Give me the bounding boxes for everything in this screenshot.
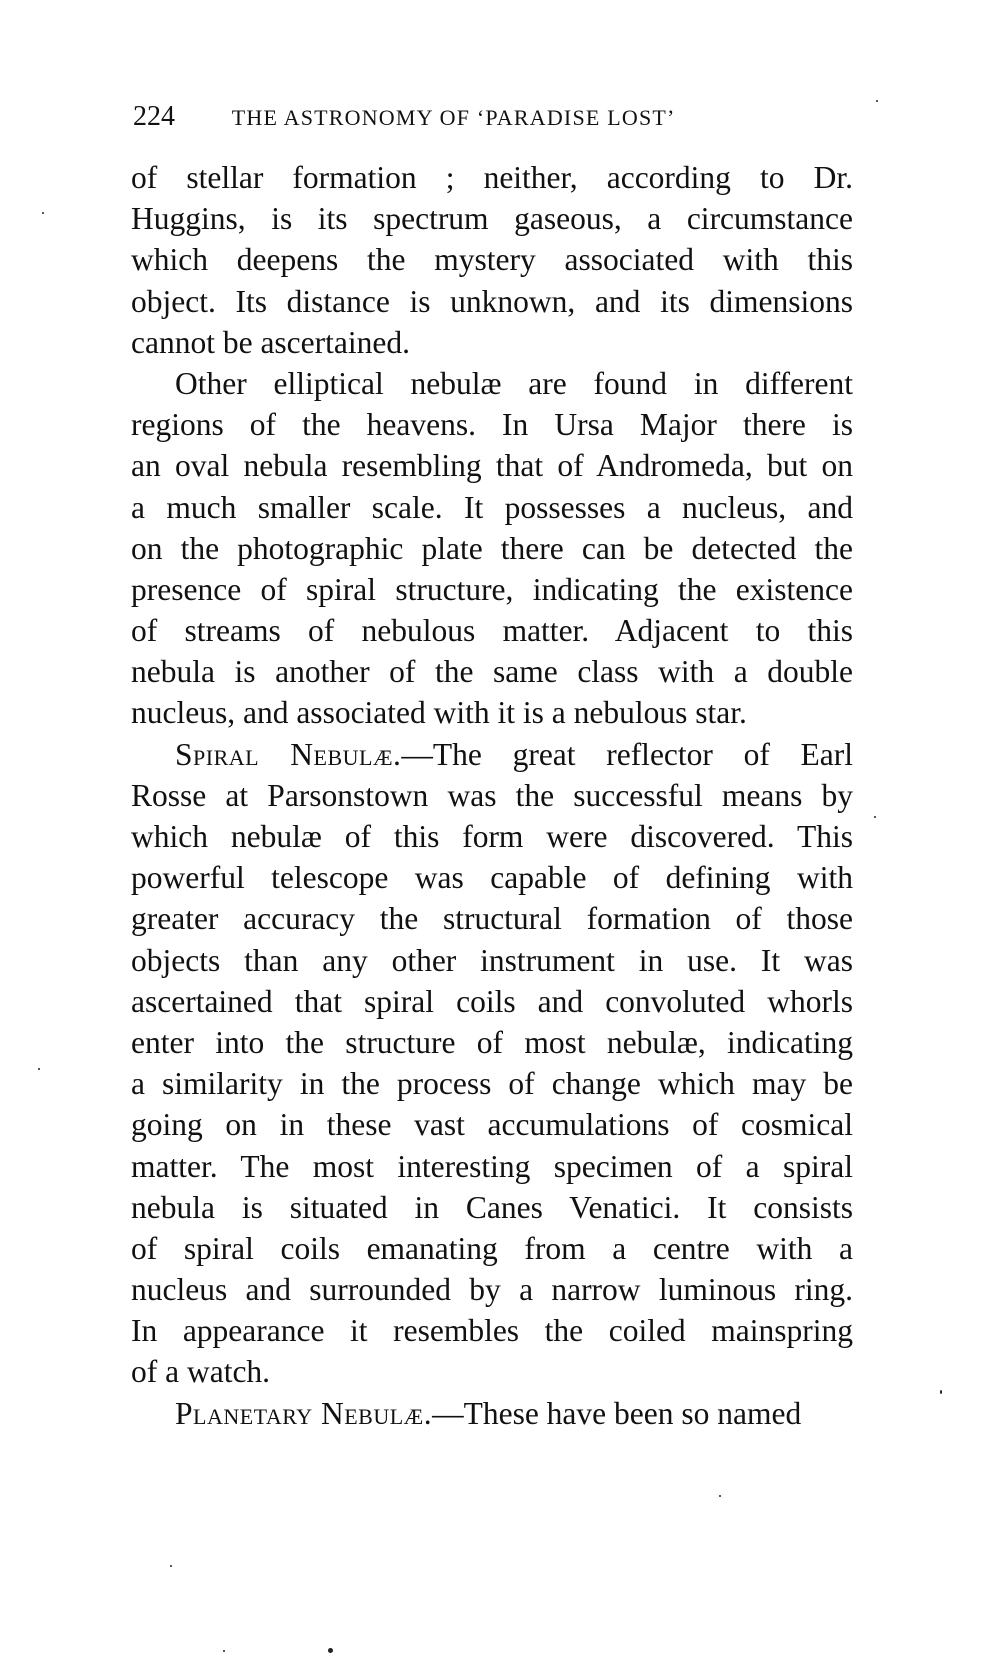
scan-speck (940, 1390, 942, 1394)
text-line: of stellar formation ; neither, according to Dr. (131, 160, 853, 195)
scan-speck (876, 100, 878, 102)
text-line: enter into the structure of most nebulæ, indicating (131, 1024, 853, 1060)
text-line: a much smaller scale. It possesses a nucleus, and (131, 489, 853, 525)
text-line: a similarity in the process of change which may be (131, 1066, 853, 1102)
heading-dash: — (401, 736, 433, 772)
paragraph-spiral-nebulae (131, 734, 853, 1393)
text-line: on the photographic plate there can be detected the (131, 530, 853, 566)
text-line: In appearance it resembles the coiled mainspring (131, 1313, 853, 1349)
scan-speck (38, 1068, 40, 1070)
text-line: greater accuracy the structural formation of those (131, 901, 853, 937)
scan-speck (42, 212, 44, 214)
text-line: ascertained that spiral coils and convoluted whorls (131, 983, 853, 1019)
text-line: nebula is situated in Canes Venatici. It consists (131, 1189, 853, 1225)
paragraph-2 (131, 363, 853, 734)
text-line: going on in these vast accumulations of cosmical (131, 1107, 853, 1143)
text-line: Huggins, is its spectrum gaseous, a circumstance (131, 201, 853, 237)
text-line: of spiral coils emanating from a centre with a (131, 1230, 853, 1266)
text-line: Other elliptical nebulæ are found in different (175, 365, 853, 401)
text-line: regions of the heavens. In Ursa Major there is (131, 407, 853, 443)
page-number: 224 (133, 101, 175, 132)
text-line: matter. The most interesting specimen of a spiral (131, 1148, 853, 1184)
section-heading: Planetary Nebulæ. (175, 1395, 433, 1431)
text-line: which deepens the mystery associated with this (131, 242, 853, 278)
text-line: of a watch. (131, 1354, 271, 1390)
text-line: nucleus and surrounded by a narrow luminous ring. (131, 1272, 853, 1308)
paragraph-planetary-nebulae (131, 1393, 853, 1434)
heading-dash: — (432, 1395, 464, 1431)
scan-speck (223, 1650, 225, 1652)
text-line: nucleus, and associated with it is a nebulous star. (131, 695, 747, 731)
text-line (131, 1393, 853, 1434)
heading-line-text: These have been so named (463, 1395, 802, 1431)
scan-speck (719, 1495, 721, 1497)
text-line: nebula is another of the same class with a double (131, 654, 853, 690)
text-line: Rosse at Parsonstown was the successful means by (131, 777, 853, 813)
text-line: object. Its distance is unknown, and its dimensions (131, 283, 853, 319)
scan-speck (874, 816, 876, 818)
section-heading: Spiral Nebulæ. (175, 736, 402, 772)
text-line: presence of spiral structure, indicating the existence (131, 571, 853, 607)
running-head (133, 98, 853, 134)
running-title: THE ASTRONOMY OF ‘PARADISE LOST’ (231, 105, 676, 130)
body-text (131, 157, 853, 1434)
text-line: cannot be ascertained. (131, 324, 410, 360)
text-line: of streams of nebulous matter. Adjacent to this (131, 613, 853, 649)
text-line: which nebulæ of this form were discovered. This (131, 819, 853, 854)
text-line (131, 734, 853, 775)
scan-speck (328, 1648, 333, 1653)
text-line: an oval nebula resembling that of Andromeda, but on (131, 448, 853, 484)
scan-speck (170, 1565, 172, 1567)
paragraph-1 (131, 157, 853, 363)
text-line: powerful telescope was capable of defining with (131, 860, 853, 896)
text-line: objects than any other instrument in use. It was (131, 942, 853, 978)
heading-line-text: The great reflector of Earl (432, 736, 853, 772)
